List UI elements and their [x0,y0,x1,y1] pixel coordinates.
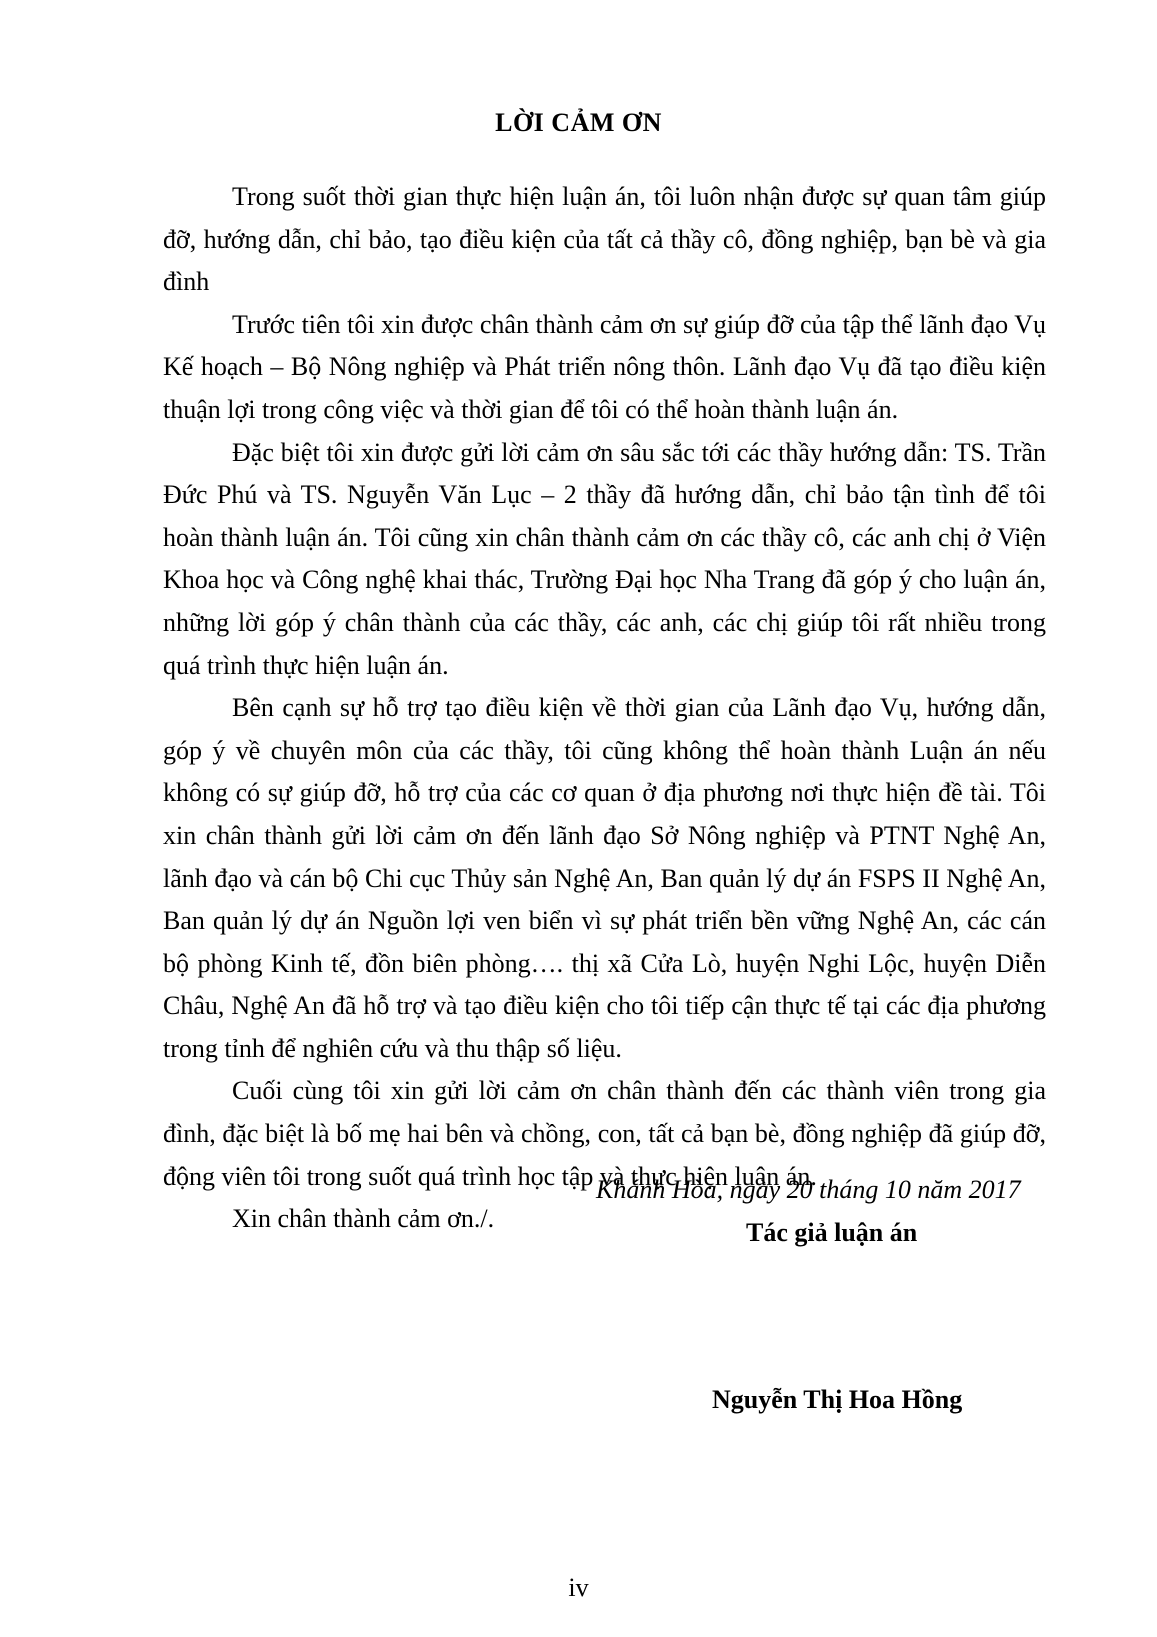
place-and-date: Khánh Hòa, ngày 20 tháng 10 năm 2017 [596,1175,1021,1204]
author-role-label: Tác giả luận án [746,1218,918,1247]
paragraph-family-thanks: Cuối cùng tôi xin gửi lời cảm ơn chân thành đến các thành viên trong gia đình, đặc biệt là bố mẹ hai bên và chồng, con, tất cả bạn bè, đồng nghiệp đã giúp đỡ, động viên tôi trong suốt quá trình học tập và thực hiện luận án. [163,1076,1046,1191]
paragraph-intro: Trong suốt thời gian thực hiện luận án, tôi luôn nhận được sự quan tâm giúp đỡ, hướng dẫn, chỉ bảo, tạo điều kiện của tất cả thầy cô, đồng nghiệp, bạn bè và gia đình [163,182,1046,297]
paragraph-supervisors-thanks: Đặc biệt tôi xin được gửi lời cảm ơn sâu sắc tới các thầy hướng dẫn: TS. Trần Đức Phú và TS. Nguyễn Văn Lục – 2 thầy đã hướng dẫn, chỉ bảo tận tình để tôi hoàn thành luận án. Tôi cũng xin chân thành cảm ơn các thầy cô, các anh chị ở Viện Khoa học và Công nghệ khai thác, Trường Đại học Nha Trang đã góp ý cho luận án, những lời góp ý chân thành của các thầy, các anh, các chị giúp tôi rất nhiều trong quá trình thực hiện luận án. [163,437,1046,680]
paragraph-closing: Xin chân thành cảm ơn./. [232,1204,495,1234]
acknowledgement-body [163,176,1046,1241]
page-number: iv [568,1573,589,1602]
author-name: Nguyễn Thị Hoa Hồng [712,1385,963,1414]
paragraph-ministry-thanks: Trước tiên tôi xin được chân thành cảm ơn sự giúp đỡ của tập thể lãnh đạo Vụ Kế hoạch – Bộ Nông nghiệp và Phát triển nông thôn. Lãnh đạo Vụ đã tạo điều kiện thuận lợi trong công việc và thời gian để tôi có thể hoàn thành luận án. [163,309,1046,424]
page-title: LỜI CẢM ƠN [495,108,662,137]
paragraph-local-agencies-thanks: Bên cạnh sự hỗ trợ tạo điều kiện về thời gian của Lãnh đạo Vụ, hướng dẫn, góp ý về chuyên môn của các thầy, tôi cũng không thể hoàn thành Luận án nếu không có sự giúp đỡ, hỗ trợ của các cơ quan ở địa phương nơi thực hiện đề tài. Tôi xin chân thành gửi lời cảm ơn đến lãnh đạo Sở Nông nghiệp và PTNT Nghệ An, lãnh đạo và cán bộ Chi cục Thủy sản Nghệ An, Ban quản lý dự án FSPS II Nghệ An, Ban quản lý dự án Nguồn lợi ven biển vì sự phát triển bền vững Nghệ An, các cán bộ phòng Kinh tế, đồn biên phòng…. thị xã Cửa Lò, huyện Nghi Lộc, huyện Diễn Châu, Nghệ An đã hỗ trợ và tạo điều kiện cho tôi tiếp cận thực tế tại các địa phương trong tỉnh để nghiên cứu và thu thập số liệu. [163,693,1046,1063]
